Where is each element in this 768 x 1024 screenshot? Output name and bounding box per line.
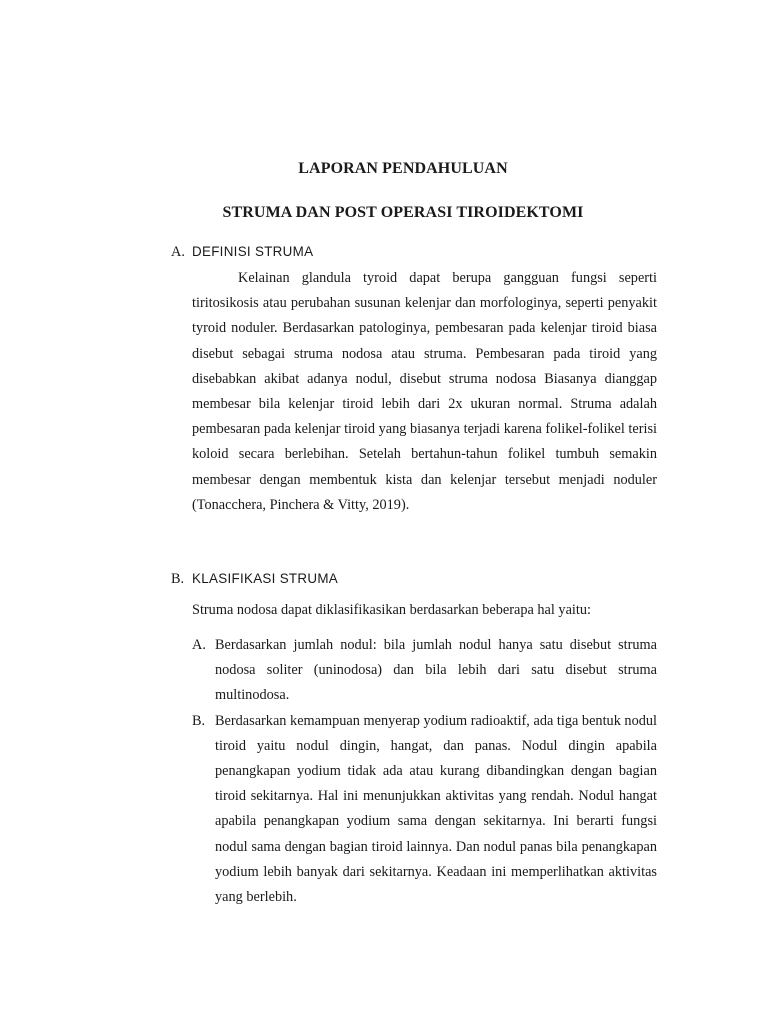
section-b-marker: B.: [171, 571, 185, 587]
section-a-paragraph: Kelainan glandula tyroid dapat berupa gangguan fungsi seperti tiritosikosis atau perubahan susunan kelenjar dan morfologinya, seperti penyakit tyroid noduler. Berdasarkan patologinya, pembesaran pada kelenjar tiroid biasa disebut sebagai struma nodosa atau struma. Pembesaran pada tiroid yang disebabkan akibat adanya nodul, disebut struma nodosa Biasanya dianggap membesar bila kelenjar tiroid lebih dari 2x ukuran normal. Struma adalah pembesaran pada kelenjar tiroid yang biasanya terjadi karena folikel-folikel terisi koloid secara berlebihan. Setelah bertahun-tahun folikel tumbuh semakin membesar dengan membentuk kista dan kelenjar tersebut menjadi noduler (Tonacchera, Pinchera & Vitty, 2019).: [192, 270, 657, 513]
document-subtitle: STRUMA DAN POST OPERASI TIROIDEKTOMI: [222, 204, 584, 221]
section-a-marker: A.: [171, 244, 185, 260]
list-item-marker: B.: [192, 712, 206, 729]
section-b-heading-text: KLASIFIKASI STRUMA: [192, 571, 339, 586]
document-title: LAPORAN PENDAHULUAN: [298, 160, 508, 177]
list-item-text: Berdasarkan kemampuan menyerap yodium radioaktif, ada tiga bentuk nodul tiroid yaitu nodul dingin, hangat, dan panas. Nodul dingin apabila penangkapan yodium tidak ada atau kurang dibandingkan dengan bagian tiroid sekitarnya. Hal ini menunjukkan aktivitas yang rendah. Nodul hangat apabila penangkapan yodium sama dengan sekitarnya. Ini berarti fungsi nodul sama dengan bagian tiroid lainnya. Dan nodul panas bila penangkapan yodium lebih banyak dari sekitarnya. Keadaan ini memperlihatkan aktivitas yang berlebih.: [215, 712, 657, 906]
section-b-heading: [171, 571, 338, 588]
list-item: [192, 633, 657, 709]
section-b-intro: Struma nodosa dapat diklasifikasikan berdasarkan beberapa hal yaitu:: [192, 602, 591, 618]
classification-list: [192, 633, 657, 910]
list-item: [192, 709, 657, 911]
section-a-heading-text: DEFINISI STRUMA: [192, 244, 314, 259]
section-a-heading: [171, 244, 313, 261]
list-item-marker: A.: [192, 637, 206, 653]
list-item-text: Berdasarkan jumlah nodul: bila jumlah nodul hanya satu disebut struma nodosa soliter (uninodosa) dan bila lebih dari satu disebut struma multinodosa.: [215, 637, 657, 704]
